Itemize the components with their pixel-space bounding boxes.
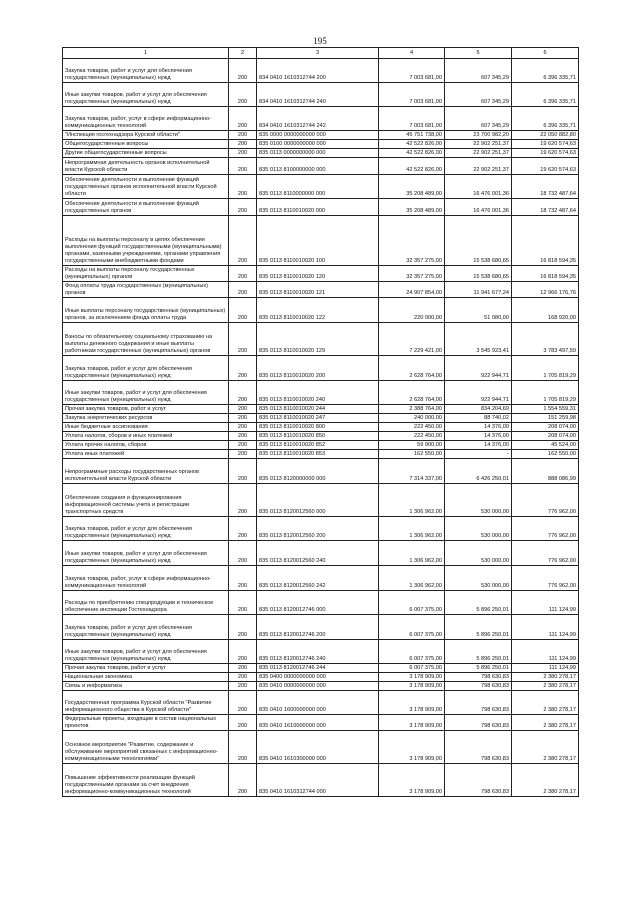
line-code-cell: 200: [229, 541, 257, 566]
budget-code-cell: 835 0113 8120000000 000: [257, 459, 379, 484]
table-row: [63, 541, 579, 566]
remaining-amount-cell: 162 550,00: [512, 450, 579, 459]
expense-name-cell: Прочая закупка товаров, работ и услуг: [63, 664, 229, 673]
line-code-cell: 200: [229, 216, 257, 266]
executed-amount-cell: 798 630,83: [445, 764, 512, 797]
approved-amount-cell: 1 306 962,00: [379, 517, 445, 541]
line-code-cell: 200: [229, 432, 257, 441]
remaining-amount-cell: 208 074,00: [512, 423, 579, 432]
budget-code-cell: 835 0113 8110010020 000: [257, 199, 379, 216]
executed-amount-cell: 16 476 001,36: [445, 175, 512, 199]
budget-code-cell: 835 0113 8120012560 200: [257, 517, 379, 541]
column-header: 6: [512, 48, 579, 59]
executed-amount-cell: 5 896 250,01: [445, 615, 512, 640]
budget-code-cell: 835 0410 1610000000 000: [257, 715, 379, 731]
executed-amount-cell: 607 345,29: [445, 83, 512, 107]
approved-amount-cell: 42 522 826,00: [379, 140, 445, 149]
remaining-amount-cell: 22 050 882,80: [512, 131, 579, 140]
approved-amount-cell: 162 550,00: [379, 450, 445, 459]
table-row: [63, 140, 579, 149]
line-code-cell: 200: [229, 459, 257, 484]
expense-name-cell: Непрограммные расходы государственных органов исполнительной власти Курской области: [63, 459, 229, 484]
table-row: [63, 450, 579, 459]
approved-amount-cell: 7 003 681,00: [379, 59, 445, 83]
remaining-amount-cell: 2 380 278,17: [512, 673, 579, 682]
table-row: [63, 131, 579, 140]
approved-amount-cell: 6 007 375,00: [379, 664, 445, 673]
line-code-cell: 200: [229, 731, 257, 764]
line-code-cell: 200: [229, 405, 257, 414]
table-row: [63, 414, 579, 423]
remaining-amount-cell: 19 620 574,63: [512, 149, 579, 158]
executed-amount-cell: 798 630,83: [445, 673, 512, 682]
table-row: [63, 323, 579, 356]
table-row: [63, 175, 579, 199]
executed-amount-cell: 530 000,00: [445, 541, 512, 566]
approved-amount-cell: 6 007 375,00: [379, 615, 445, 640]
expense-name-cell: Закупка товаров, работ и услуг для обеспечения государственных (муниципальных) нужд: [63, 59, 229, 83]
approved-amount-cell: 3 178 909,00: [379, 764, 445, 797]
executed-amount-cell: 798 630,83: [445, 731, 512, 764]
executed-amount-cell: 22 902 251,37: [445, 149, 512, 158]
line-code-cell: 200: [229, 682, 257, 691]
executed-amount-cell: 3 545 923,41: [445, 323, 512, 356]
executed-amount-cell: 6 426 250,01: [445, 459, 512, 484]
expense-name-cell: Иные закупки товаров, работ и услуг для обеспечения государственных (муниципальных) нужд: [63, 541, 229, 566]
line-code-cell: 200: [229, 158, 257, 175]
budget-code-cell: 835 0113 8110010020 121: [257, 282, 379, 298]
executed-amount-cell: 51 080,00: [445, 298, 512, 323]
remaining-amount-cell: 2 380 278,17: [512, 691, 579, 715]
budget-code-cell: 835 0113 8110010020 852: [257, 441, 379, 450]
executed-amount-cell: 834 204,69: [445, 405, 512, 414]
line-code-cell: 200: [229, 517, 257, 541]
remaining-amount-cell: 19 620 574,63: [512, 140, 579, 149]
remaining-amount-cell: 16 818 594,35: [512, 266, 579, 282]
table-row: [63, 566, 579, 591]
executed-amount-cell: 607 345,29: [445, 59, 512, 83]
executed-amount-cell: 607 345,29: [445, 107, 512, 131]
budget-code-cell: 835 0410 1610312744 000: [257, 764, 379, 797]
expense-name-cell: Иные закупки товаров, работ и услуг для обеспечения государственных (муниципальных) нужд: [63, 640, 229, 664]
table-row: [63, 266, 579, 282]
line-code-cell: 200: [229, 764, 257, 797]
expense-name-cell: Прочая закупка товаров, работ и услуг: [63, 405, 229, 414]
remaining-amount-cell: 1 554 559,31: [512, 405, 579, 414]
line-code-cell: 200: [229, 282, 257, 298]
table-row: [63, 282, 579, 298]
remaining-amount-cell: 208 074,00: [512, 432, 579, 441]
table-row: [63, 484, 579, 517]
executed-amount-cell: 798 630,83: [445, 715, 512, 731]
expense-name-cell: Уплата иных платежей: [63, 450, 229, 459]
remaining-amount-cell: 19 620 574,63: [512, 158, 579, 175]
page-number: 195: [313, 36, 327, 46]
budget-code-cell: 835 0113 8120012560 240: [257, 541, 379, 566]
executed-amount-cell: 11 941 677,24: [445, 282, 512, 298]
approved-amount-cell: 42 522 826,00: [379, 149, 445, 158]
budget-code-cell: 835 0113 8110010020 122: [257, 298, 379, 323]
budget-code-cell: 834 0410 1610312744 242: [257, 107, 379, 131]
expense-name-cell: Обеспечение деятельности и выполнение функций государственных органов исполнительной власти Курской области: [63, 175, 229, 199]
approved-amount-cell: 42 522 826,00: [379, 158, 445, 175]
expense-name-cell: Уплата налогов, сборов и иных платежей: [63, 432, 229, 441]
budget-code-cell: 835 0113 8110010020 129: [257, 323, 379, 356]
expense-name-cell: Федеральные проекты, входящие в состав национальных проектов: [63, 715, 229, 731]
executed-amount-cell: 922 944,71: [445, 381, 512, 405]
executed-amount-cell: 530 000,00: [445, 484, 512, 517]
line-code-cell: 200: [229, 83, 257, 107]
expense-name-cell: Закупка товаров, работ и услуг для обеспечения государственных (муниципальных) нужд: [63, 356, 229, 381]
remaining-amount-cell: 2 380 278,17: [512, 731, 579, 764]
approved-amount-cell: 7 003 681,00: [379, 83, 445, 107]
table-row: [63, 664, 579, 673]
approved-amount-cell: 45 751 738,00: [379, 131, 445, 140]
expense-name-cell: Расходы на выплаты персоналу в целях обеспечения выполнения функций государственными (муниципальными) органами, казенными учреждениями, органами управления государственными внебюджетными фондами: [63, 216, 229, 266]
line-code-cell: 200: [229, 484, 257, 517]
budget-code-cell: 835 0113 8110010020 800: [257, 423, 379, 432]
remaining-amount-cell: 2 380 278,17: [512, 682, 579, 691]
table-body: [63, 59, 579, 797]
remaining-amount-cell: 6 396 335,71: [512, 107, 579, 131]
line-code-cell: 200: [229, 59, 257, 83]
table-row: [63, 158, 579, 175]
approved-amount-cell: 32 357 275,00: [379, 266, 445, 282]
executed-amount-cell: 798 630,83: [445, 691, 512, 715]
line-code-cell: 200: [229, 131, 257, 140]
table-row: [63, 59, 579, 83]
line-code-cell: 200: [229, 566, 257, 591]
approved-amount-cell: 7 003 681,00: [379, 107, 445, 131]
table-row: [63, 673, 579, 682]
remaining-amount-cell: 16 818 594,35: [512, 216, 579, 266]
executed-amount-cell: 22 902 251,37: [445, 140, 512, 149]
remaining-amount-cell: 2 380 278,17: [512, 764, 579, 797]
budget-code-cell: 835 0400 0000000000 000: [257, 673, 379, 682]
executed-amount-cell: 5 896 250,01: [445, 640, 512, 664]
approved-amount-cell: 35 208 489,00: [379, 199, 445, 216]
approved-amount-cell: 32 357 275,00: [379, 216, 445, 266]
line-code-cell: 200: [229, 149, 257, 158]
remaining-amount-cell: 1 705 819,29: [512, 381, 579, 405]
line-code-cell: 200: [229, 175, 257, 199]
budget-code-cell: 834 0410 1610312744 200: [257, 59, 379, 83]
line-code-cell: 200: [229, 414, 257, 423]
line-code-cell: 200: [229, 615, 257, 640]
line-code-cell: 200: [229, 381, 257, 405]
remaining-amount-cell: 888 086,99: [512, 459, 579, 484]
table-row: [63, 432, 579, 441]
table-row: [63, 615, 579, 640]
line-code-cell: 200: [229, 423, 257, 432]
remaining-amount-cell: 6 396 335,71: [512, 59, 579, 83]
executed-amount-cell: 14 376,00: [445, 423, 512, 432]
approved-amount-cell: 220 000,00: [379, 298, 445, 323]
remaining-amount-cell: 111 124,99: [512, 640, 579, 664]
expense-name-cell: Другие общегосударственные вопросы: [63, 149, 229, 158]
line-code-cell: 200: [229, 266, 257, 282]
expense-name-cell: Иные закупки товаров, работ и услуг для обеспечения государственных (муниципальных) нужд: [63, 381, 229, 405]
approved-amount-cell: 2 388 764,00: [379, 405, 445, 414]
expense-name-cell: Связь и информатика: [63, 682, 229, 691]
remaining-amount-cell: 2 380 278,17: [512, 715, 579, 731]
budget-code-cell: 835 0113 8120012560 000: [257, 484, 379, 517]
expense-name-cell: Закупка энергетических ресурсов: [63, 414, 229, 423]
budget-code-cell: 835 0113 8110010020 853: [257, 450, 379, 459]
executed-amount-cell: 922 944,71: [445, 356, 512, 381]
table-row: [63, 356, 579, 381]
line-code-cell: 200: [229, 356, 257, 381]
approved-amount-cell: 240 000,00: [379, 414, 445, 423]
line-code-cell: 200: [229, 450, 257, 459]
approved-amount-cell: 1 306 962,00: [379, 541, 445, 566]
table-row: [63, 640, 579, 664]
expense-name-cell: Иные бюджетные ассигнования: [63, 423, 229, 432]
line-code-cell: 200: [229, 199, 257, 216]
executed-amount-cell: 798 630,83: [445, 682, 512, 691]
expense-name-cell: Обеспечение деятельности и выполнение функций государственных органов: [63, 199, 229, 216]
expense-name-cell: "Инспекция госгехнадзора Курской области": [63, 131, 229, 140]
budget-code-cell: 835 0410 0000000000 000: [257, 682, 379, 691]
table-row: [63, 764, 579, 797]
column-header: 1: [63, 48, 229, 59]
line-code-cell: 200: [229, 107, 257, 131]
remaining-amount-cell: 168 920,00: [512, 298, 579, 323]
table-row: [63, 199, 579, 216]
budget-code-cell: 835 0113 8110010020 120: [257, 266, 379, 282]
executed-amount-cell: 23 700 982,20: [445, 131, 512, 140]
remaining-amount-cell: 776 962,00: [512, 541, 579, 566]
remaining-amount-cell: 111 124,99: [512, 615, 579, 640]
approved-amount-cell: 3 178 909,00: [379, 673, 445, 682]
approved-amount-cell: 35 208 489,00: [379, 175, 445, 199]
remaining-amount-cell: 1 705 819,29: [512, 356, 579, 381]
table-row: [63, 715, 579, 731]
executed-amount-cell: 530 000,00: [445, 517, 512, 541]
table-row: [63, 107, 579, 131]
approved-amount-cell: 3 178 909,00: [379, 682, 445, 691]
expense-name-cell: Иные закупки товаров, работ и услуг для обеспечения государственных (муниципальных) нужд: [63, 83, 229, 107]
approved-amount-cell: 222 450,00: [379, 423, 445, 432]
budget-code-cell: 835 0410 1610300000 000: [257, 731, 379, 764]
remaining-amount-cell: 6 396 335,71: [512, 83, 579, 107]
budget-code-cell: 835 0113 8110010020 200: [257, 356, 379, 381]
approved-amount-cell: 2 628 764,00: [379, 356, 445, 381]
remaining-amount-cell: 18 732 487,64: [512, 175, 579, 199]
budget-code-cell: 835 0113 8120012746 000: [257, 591, 379, 615]
expense-name-cell: Закупка товаров, работ и услуг для обеспечения государственных (муниципальных) нужд: [63, 517, 229, 541]
column-header: 4: [379, 48, 445, 59]
table-row: [63, 298, 579, 323]
executed-amount-cell: 22 902 251,37: [445, 158, 512, 175]
approved-amount-cell: 7 229 421,00: [379, 323, 445, 356]
line-code-cell: 200: [229, 140, 257, 149]
approved-amount-cell: 3 178 909,00: [379, 691, 445, 715]
budget-code-cell: 835 0113 8120012746 244: [257, 664, 379, 673]
line-code-cell: 200: [229, 441, 257, 450]
table-row: [63, 83, 579, 107]
expense-name-cell: Непрограммная деятельность органов исполнительной власти Курской области: [63, 158, 229, 175]
approved-amount-cell: 24 907 854,00: [379, 282, 445, 298]
table-row: [63, 731, 579, 764]
approved-amount-cell: 6 007 375,00: [379, 591, 445, 615]
approved-amount-cell: 3 178 909,00: [379, 715, 445, 731]
remaining-amount-cell: 151 259,98: [512, 414, 579, 423]
approved-amount-cell: 2 628 764,00: [379, 381, 445, 405]
executed-amount-cell: 15 538 680,65: [445, 216, 512, 266]
expense-name-cell: Взносы по обязательному социальному страхованию на выплаты денежного содержания и иные выплаты работникам государственных (муниципальных) органов: [63, 323, 229, 356]
budget-code-cell: 834 0410 1610312744 240: [257, 83, 379, 107]
expense-name-cell: Государственная программа Курской области "Развитие информационного общества в Курской области": [63, 691, 229, 715]
budget-code-cell: 835 0113 8120012560 242: [257, 566, 379, 591]
remaining-amount-cell: 776 962,00: [512, 517, 579, 541]
budget-code-cell: 835 0113 8110010020 850: [257, 432, 379, 441]
budget-code-cell: 835 0000 0000000000 000: [257, 131, 379, 140]
budget-code-cell: 835 0113 8110000000 000: [257, 175, 379, 199]
expense-name-cell: Основное мероприятие "Развитие, содержание и обслуживание мероприятий связанных с информационно-коммуникационными технологиями": [63, 731, 229, 764]
executed-amount-cell: 15 538 680,65: [445, 266, 512, 282]
budget-code-cell: 835 0100 0000000000 000: [257, 140, 379, 149]
expense-name-cell: Иные выплаты персоналу государственных (муниципальных) органов, за исключением фонда оплаты труда: [63, 298, 229, 323]
remaining-amount-cell: 776 962,00: [512, 484, 579, 517]
executed-amount-cell: 14 376,00: [445, 432, 512, 441]
line-code-cell: 200: [229, 591, 257, 615]
table-row: [63, 441, 579, 450]
approved-amount-cell: 6 007 375,00: [379, 640, 445, 664]
executed-amount-cell: 88 740,02: [445, 414, 512, 423]
expense-name-cell: Закупка товаров, работ и услуг для обеспечения государственных (муниципальных) нужд: [63, 615, 229, 640]
line-code-cell: 200: [229, 673, 257, 682]
table-row: [63, 691, 579, 715]
line-code-cell: 200: [229, 715, 257, 731]
line-code-cell: 200: [229, 298, 257, 323]
table-row: [63, 459, 579, 484]
expense-name-cell: Уплата прочих налогов, сборов: [63, 441, 229, 450]
budget-code-cell: 835 0113 8110010020 100: [257, 216, 379, 266]
expense-name-cell: Обеспечение создания и функционирования информационной системы учета и регистрации транспортных средств: [63, 484, 229, 517]
remaining-amount-cell: 18 732 487,64: [512, 199, 579, 216]
budget-table: [62, 47, 579, 797]
column-header: 3: [257, 48, 379, 59]
budget-code-cell: 835 0113 0000000000 000: [257, 149, 379, 158]
approved-amount-cell: 7 314 337,00: [379, 459, 445, 484]
remaining-amount-cell: 3 783 497,59: [512, 323, 579, 356]
approved-amount-cell: 59 900,00: [379, 441, 445, 450]
line-code-cell: 200: [229, 640, 257, 664]
executed-amount-cell: 14 376,00: [445, 441, 512, 450]
remaining-amount-cell: 45 524,00: [512, 441, 579, 450]
approved-amount-cell: 222 450,00: [379, 432, 445, 441]
expense-name-cell: Расходы на выплаты персоналу государственных (муниципальных) органов: [63, 266, 229, 282]
table-row: [63, 381, 579, 405]
expense-name-cell: Общегосударственные вопросы: [63, 140, 229, 149]
executed-amount-cell: 5 896 250,01: [445, 591, 512, 615]
remaining-amount-cell: 111 124,99: [512, 664, 579, 673]
budget-code-cell: 835 0113 8120012746 240: [257, 640, 379, 664]
line-code-cell: 200: [229, 691, 257, 715]
table-row: [63, 517, 579, 541]
column-header: 2: [229, 48, 257, 59]
remaining-amount-cell: 12 966 176,76: [512, 282, 579, 298]
expense-name-cell: Закупка товаров, работ, услуг в сфере информационно-коммуникационных технологий: [63, 107, 229, 131]
budget-code-cell: 835 0113 8110010020 247: [257, 414, 379, 423]
line-code-cell: 200: [229, 664, 257, 673]
budget-code-cell: 835 0113 8100000000 000: [257, 158, 379, 175]
budget-code-cell: 835 0113 8120012746 200: [257, 615, 379, 640]
line-code-cell: 200: [229, 323, 257, 356]
remaining-amount-cell: 111 124,99: [512, 591, 579, 615]
approved-amount-cell: 1 306 962,00: [379, 566, 445, 591]
executed-amount-cell: 5 896 250,01: [445, 664, 512, 673]
table-row: [63, 423, 579, 432]
remaining-amount-cell: 776 962,00: [512, 566, 579, 591]
table-row: [63, 216, 579, 266]
budget-code-cell: 835 0113 8110010020 240: [257, 381, 379, 405]
table-row: [63, 591, 579, 615]
expense-name-cell: Фонд оплаты труда государственных (муниципальных) органов: [63, 282, 229, 298]
expense-name-cell: Расходы по приобретению спецпродукции и техническое обеспечение инспекции Гостехнадзора: [63, 591, 229, 615]
budget-code-cell: 835 0113 8110010020 244: [257, 405, 379, 414]
budget-code-cell: 835 0410 1600000000 000: [257, 691, 379, 715]
table-row: [63, 405, 579, 414]
executed-amount-cell: -: [445, 450, 512, 459]
table-row: [63, 149, 579, 158]
expense-name-cell: Повышение эффективности реализации функций государственными органами за счет внедрения информационно-коммуникационных технологий: [63, 764, 229, 797]
approved-amount-cell: 1 306 962,00: [379, 484, 445, 517]
table-row: [63, 682, 579, 691]
executed-amount-cell: 16 476 001,36: [445, 199, 512, 216]
column-header: 5: [445, 48, 512, 59]
expense-name-cell: Закупка товаров, работ, услуг в сфере информационно-коммуникационных технологий: [63, 566, 229, 591]
executed-amount-cell: 530 000,00: [445, 566, 512, 591]
approved-amount-cell: 3 178 909,00: [379, 731, 445, 764]
expense-name-cell: Национальная экономика: [63, 673, 229, 682]
table-header-row: [63, 48, 579, 59]
